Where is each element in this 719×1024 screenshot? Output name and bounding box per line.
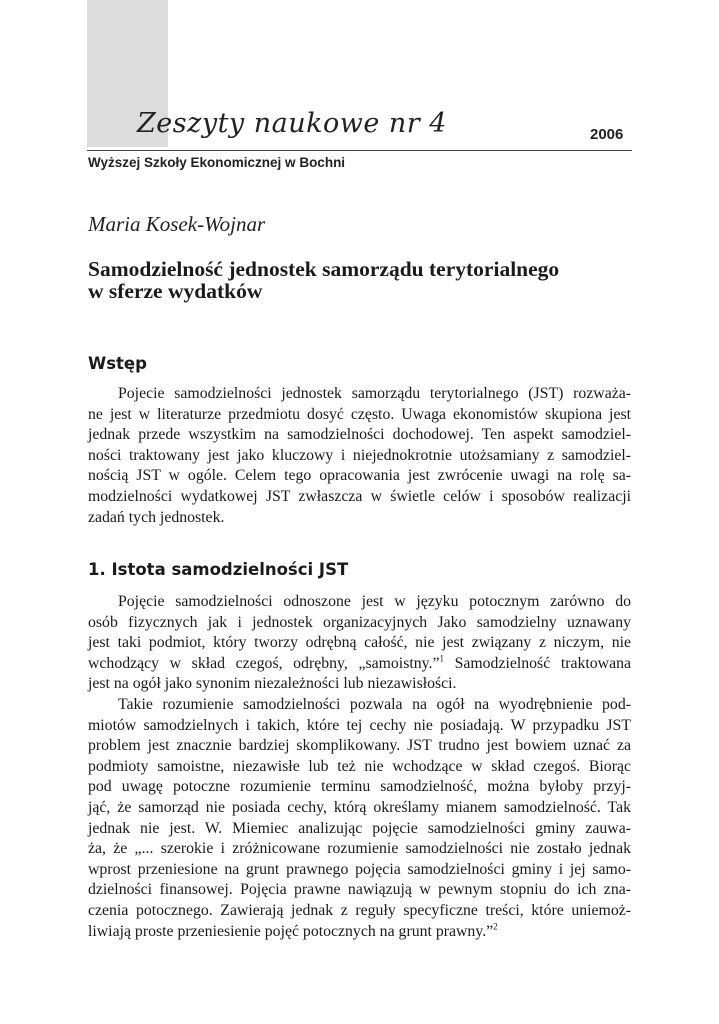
journal-title: Zeszyty naukowe nr 4 [137, 108, 447, 139]
footnote-marker-1[interactable]: 1 [439, 653, 444, 664]
line-text: wchodzący w skład czegoś, odrębny, „samoistny.” [88, 654, 440, 672]
paragraph-line: czenia potocznego. Zawierają jednak z reguły specyficzne treści, które uniemoż- [88, 901, 631, 919]
intro-paragraph [88, 384, 631, 528]
paragraph-line: ne jest w literaturze przedmiotu dosyć często. Uwaga ekonomistów skupiona jest [88, 405, 631, 423]
paragraph-line: Pojecie samodzielności jednostek samorządu terytorialnego (JST) rozważa- [118, 385, 631, 402]
section-heading-1: 1. Istota samodzielności JST [88, 560, 349, 579]
paragraph-line-with-footnote [88, 922, 631, 943]
paragraph-line: modzielności wydatkowej JST zwłaszcza w świetle celów i sposobów realizacji [88, 487, 631, 505]
article-title-line: w sferze wydatków [88, 279, 263, 303]
paragraph-line: osób fizycznych jak i jednostek organizacyjnych Jako samodzielny uznawany [88, 613, 631, 631]
paragraph-line: wprost przeniesione na grunt prawnego pojęcia samodzielności gminy i jej samo- [88, 860, 631, 878]
paragraph-line: jednak przede wszystkim na samodzielności dochodowej. Ten aspekt samodziel- [88, 426, 631, 444]
paragraph-line: jest na ogół jako synonim niezależności lub niezawisłości. [88, 675, 457, 693]
paragraph-line: jąć, że samorząd nie posiada cechy, którą określamy mianem samodzielność. Tak [88, 798, 631, 816]
paragraph-line: pod uwagę potoczne rozumienie terminu samodzielność, można byłoby przyj- [88, 778, 631, 796]
article-author: Maria Kosek-Wojnar [88, 212, 266, 236]
paragraph-line: ża, że „... szerokie i zróżnicowane rozumienie samodzielności nie zostało jednak [88, 840, 631, 858]
article-title-line: Samodzielność jednostek samorządu terytorialnego [88, 257, 560, 281]
paragraph-line: jest taki podmiot, który tworzy odrębną całość, nie jest związany z niczym, nie [88, 634, 631, 652]
paragraph-line: dzielności finansowej. Pojęcia prawne nawiązują w pewnym stopniu do ich zna- [88, 881, 631, 899]
paragraph-line: Pojęcie samodzielności odnoszone jest w języku potocznym zarówno do [118, 593, 631, 610]
line-text-tail: Samodzielność traktowana [454, 654, 631, 672]
paragraph-line: zadań tych jednostek. [88, 508, 225, 526]
section1-paragraph-1 [88, 592, 631, 695]
paragraph-line: podmioty samoistne, niezawisłe lub też nie wchodzące w skład czegoś. Biorąc [88, 757, 631, 775]
paragraph-line: Takie rozumienie samodzielności pozwala na ogół na wyodrębnienie pod- [118, 696, 631, 713]
paragraph-line: ności traktowany jest jako kluczowy i niejednokrotnie utożsamiany z samodziel- [88, 446, 631, 464]
paragraph-line: miotów samodzielnych i takich, które tej cechy nie posiadają. W przypadku JST [88, 716, 631, 734]
paragraph-line: nością JST w ogóle. Celem tego opracowania jest zwrócenie uwagi na rolę sa- [88, 467, 631, 485]
section1-paragraph-2 [88, 695, 631, 942]
footnote-marker-2[interactable]: 2 [493, 921, 498, 932]
line-text: liwiają proste przeniesienie pojęć potocznych na grunt prawny.” [88, 922, 494, 940]
publication-year: 2006 [590, 126, 624, 143]
section-heading-intro: Wstęp [88, 354, 147, 373]
article-title [88, 258, 638, 302]
publisher-name: Wyższej Szkoły Ekonomicznej w Bochni [88, 155, 346, 170]
paragraph-line-with-footnote [88, 654, 631, 675]
header-divider [87, 150, 632, 151]
paragraph-line: problem jest znacznie bardziej skomplikowany. JST trudno jest bowiem uznać za [88, 737, 631, 755]
paragraph-line: jednak nie jest. W. Miemiec analizując pojęcie samodzielności gminy zauwa- [88, 819, 631, 837]
